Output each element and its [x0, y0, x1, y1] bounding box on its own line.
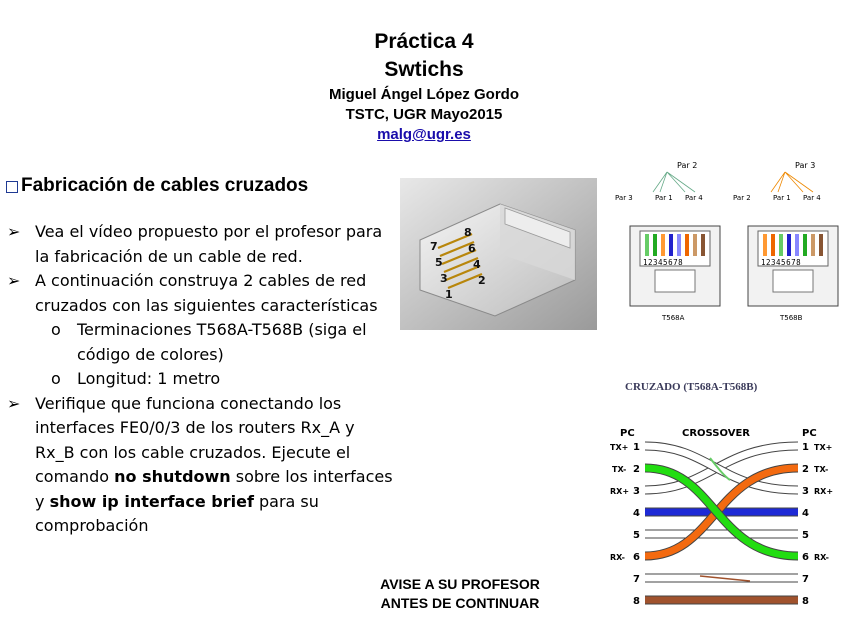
signal-label: TX+: [610, 443, 629, 452]
pin-label: 1: [445, 288, 453, 301]
pin-number: 1: [633, 442, 640, 453]
circle-bullet-icon: o: [51, 369, 61, 388]
notice-line-1: AVISE A SU PROFESOR: [380, 576, 540, 592]
signal-label: TX+: [814, 443, 833, 452]
column-header: CROSSOVER: [682, 428, 750, 439]
author-name: Miguel Ángel López Gordo: [329, 86, 519, 103]
standard-label: T568A: [662, 314, 685, 322]
pair-label: Par 4: [685, 194, 703, 202]
list-item-text-part: Verifique que funciona conectando los interfaces FE0/0/3 de los routers Rx_A y Rx_B con los cable cruzados. Ejecute el comando: [35, 393, 355, 486]
pin-label: 5: [435, 256, 443, 269]
list-item: [6, 269, 396, 318]
pin-label: 6: [468, 242, 476, 255]
section-heading: [6, 175, 308, 197]
pin-label: 4: [473, 258, 481, 271]
pin-number: 8: [633, 596, 640, 607]
pin-number: 2: [802, 464, 809, 475]
notice: [330, 575, 590, 613]
signal-label: RX-: [814, 553, 829, 562]
sub-list-item: [6, 318, 396, 367]
instructions-list: [6, 220, 396, 539]
list-item: [6, 220, 396, 269]
signal-label: RX-: [610, 553, 625, 562]
pin-number: 6: [802, 552, 809, 563]
t568-standards-diagram: [605, 158, 845, 328]
pin-label: 8: [464, 226, 472, 239]
column-header: PC: [802, 428, 817, 439]
pin-number: 1: [802, 442, 809, 453]
checkbox-bullet-icon: [6, 181, 18, 193]
pin-label: 7: [430, 240, 438, 253]
list-item-text: Vea el vídeo propuesto por el profesor para la fabricación de un cable de red.: [35, 222, 383, 266]
pin-number: 5: [633, 530, 640, 541]
signal-label: TX-: [814, 465, 829, 474]
pin-numbers: 12345678: [643, 258, 684, 267]
list-item-text: Terminaciones T568A-T568B (siga el código de colores): [77, 320, 367, 364]
signal-label: RX+: [814, 487, 834, 496]
crossover-cable-diagram: [590, 378, 840, 618]
signal-label: TX-: [612, 465, 627, 474]
list-item-text: A continuación construya 2 cables de red cruzados con las siguientes características: [35, 271, 378, 315]
pin-numbers: 12345678: [761, 258, 802, 267]
circle-bullet-icon: o: [51, 320, 61, 339]
pair-label: Par 3: [795, 161, 816, 170]
pin-number: 4: [633, 508, 640, 519]
pin-number: 3: [633, 486, 640, 497]
pair-label: Par 1: [655, 194, 673, 202]
pin-number: 6: [633, 552, 640, 563]
list-item-text: [35, 394, 393, 536]
command-show-ip-interface-brief: show ip interface brief: [49, 491, 254, 511]
pin-number: 3: [802, 486, 809, 497]
section-heading-text: Fabricación de cables cruzados: [21, 175, 309, 196]
author-affiliation: TSTC, UGR Mayo2015: [345, 106, 503, 123]
arrow-bullet-icon: ➢: [7, 271, 21, 290]
diagram-title: CRUZADO (T568A-T568B): [625, 381, 758, 393]
list-item-text-part: para su comprobación: [35, 491, 319, 535]
email-row: [0, 125, 848, 144]
pin-number: 5: [802, 530, 809, 541]
arrow-bullet-icon: ➢: [7, 393, 21, 413]
pin-label: 3: [440, 272, 448, 285]
page-subtitle: Swtichs: [384, 58, 464, 81]
t568b-diagram: [733, 161, 838, 322]
page-title: Práctica 4: [374, 30, 474, 53]
pair-label: Par 3: [615, 194, 633, 202]
pin-number: 7: [802, 574, 809, 585]
pair-label: Par 2: [733, 194, 751, 202]
list-item-text-part: sobre los interfaces y: [35, 467, 393, 511]
command-no-shutdown: no shutdown: [114, 467, 231, 486]
pair-label: Par 4: [803, 194, 821, 202]
pair-label: Par 1: [773, 194, 791, 202]
pin-number: 7: [633, 574, 640, 585]
pin-number: 2: [633, 464, 640, 475]
pair-label: Par 2: [677, 161, 698, 170]
pin-number: 8: [802, 596, 809, 607]
signal-label: RX+: [610, 487, 630, 496]
sub-list-item: [6, 367, 396, 392]
column-header: PC: [620, 428, 635, 439]
pin-label: 2: [478, 274, 486, 287]
notice-line-2: ANTES DE CONTINUAR: [380, 595, 540, 611]
list-item: [6, 392, 396, 539]
author-email-link[interactable]: malg@ugr.es: [377, 126, 471, 143]
arrow-bullet-icon: ➢: [7, 222, 21, 241]
standard-label: T568B: [780, 314, 803, 322]
pin-number: 4: [802, 508, 809, 519]
rj45-connector-photo: [400, 178, 597, 330]
list-item-text: Longitud: 1 metro: [77, 369, 221, 388]
t568a-diagram: [615, 161, 720, 322]
